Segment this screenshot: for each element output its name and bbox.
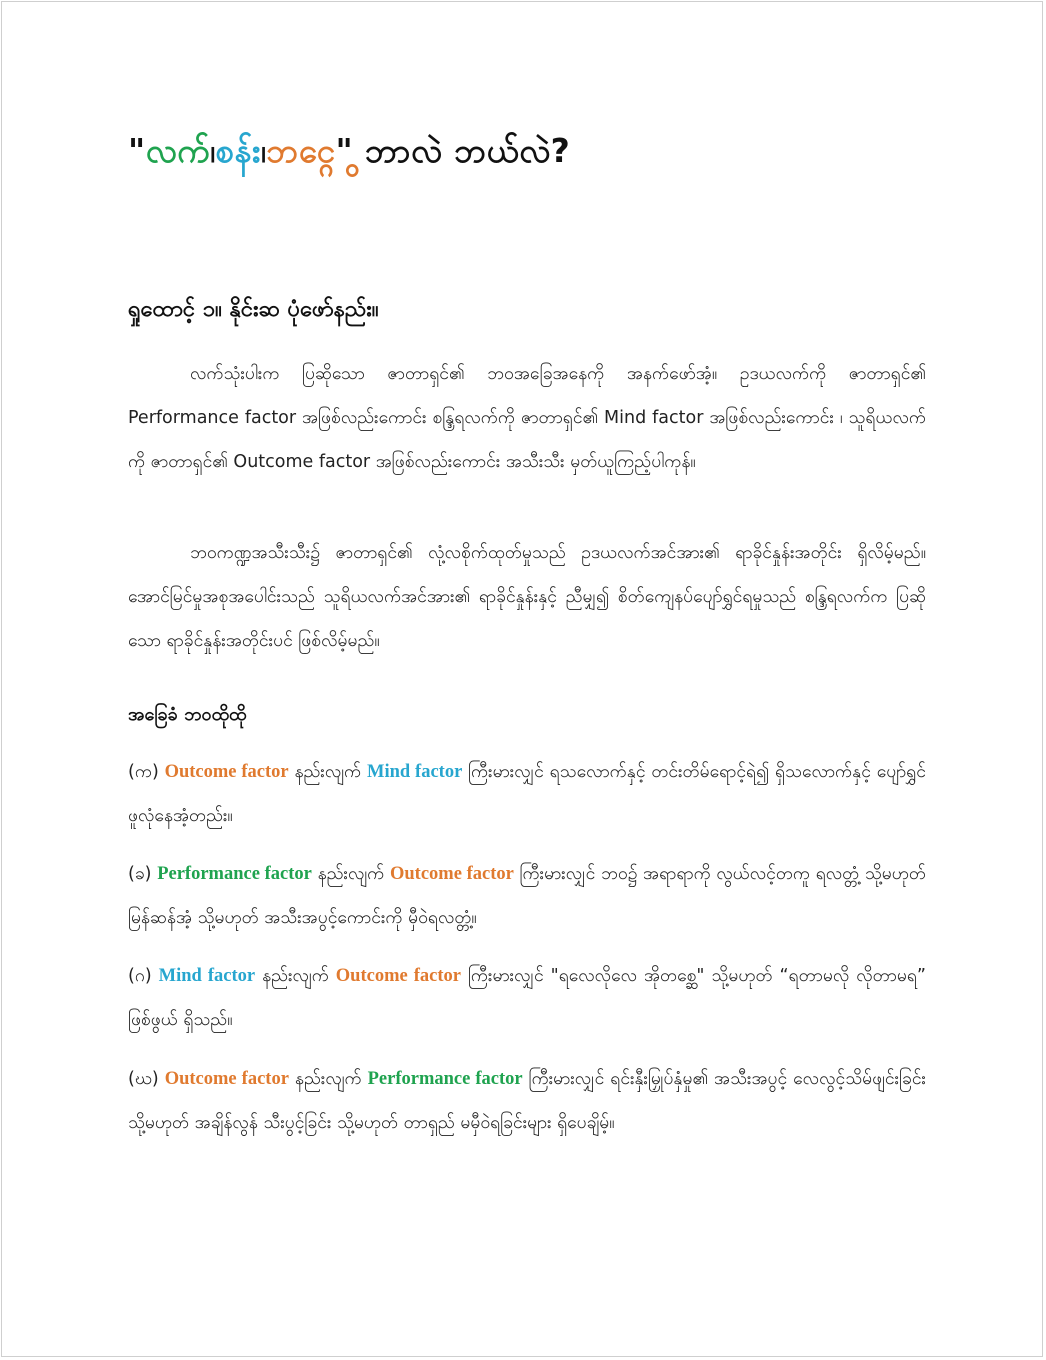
section-heading: ရှုထောင့် ၁။ နိုင်းဆ ပုံဖော်နည်း။ [128,297,379,322]
title-separator: ၊ [209,131,216,170]
item-prefix: (က) [128,762,159,782]
item-connector: နည်းလျက် [294,762,362,782]
title-word-let: လက် [145,131,210,170]
factor-label: Performance factor [367,1069,523,1089]
paragraph-1-text: လက်သုံးပါးက ပြဆိုသော ဇာတာရှင်၏ ဘဝအခြေအနေကို အနက်ဖော်အံ့။ ဥဒယလက်ကို ဇာတာရှင်၏ Performance factor အဖြစ်လည်းကောင်း စန္ဒြရလက်ကို ဇာတာရှင်၏ Mind factor အဖြစ်လည်းကောင်း ၊ သူရိယလက်ကို ဇာတာရှင်၏ Outcome factor အဖြစ်လည်းကောင်း အသီးသီး မှတ်ယူကြည့်ပါကုန်။ [128,364,926,472]
factor-label: Outcome factor [389,864,514,884]
item-prefix: (ဂ) [128,966,152,986]
factor-label: Performance factor [157,864,312,884]
factor-label: Outcome factor [164,762,289,782]
title-separator: ၊ [260,131,267,170]
item-connector: နည်းလျက် [294,1069,362,1089]
paragraph-2-text: ဘဝကဏ္ဍအသီးသီး၌ ဇာတာရှင်၏ လုံ့လစိုက်ထုတ်မှုသည် ဥဒယလက်အင်အား၏ ရာခိုင်နှုန်းအတိုင်း ရှိလိမ့်မည်။ အောင်မြင်မှုအစုအပေါင်းသည် သူရိယလက်အင်အား၏ ရာခိုင်နှုန်းနှင့် ညီမျှ၍ စိတ်ကျေနပ်ပျော်ရွှင်ရမှုသည် စန္ဒြရလက်က ပြဆိုသော ရာခိုင်နှုန်းအတိုင်းပင် ဖြစ်လိမ့်မည်။ [128,543,926,651]
item-text: ကြီးမားလျှင် ရသလောက်နှင့် တင်းတိမ်ရောင့်ရဲ၍ ရှိသလောက်နှင့် ပျော်ရွှင်ဖူလုံနေအံ့တည်း။ [128,762,926,826]
factor-label: Outcome factor [164,1069,289,1089]
subheading: အခြေခံ ဘဝထိုထို [128,704,247,725]
factor-label: Mind factor [366,762,463,782]
item-connector: နည်းလျက် [262,966,329,986]
page-title [128,130,570,179]
factor-label: Mind factor [158,966,256,986]
list-item-ka [128,750,926,838]
title-quote-open: " [128,131,146,170]
item-text: ကြီးမားလျှင် ရင်းနှီးမြှုပ်နှံမှု၏ အသီးအပွင့် လေလွင့်သိမ်ဖျင်းခြင်း သို့မဟုတ် အချိန်လွန် သီးပွင့်ခြင်း သို့မဟုတ် တာရှည် မမှီဝဲရခြင်းများ ရှိပေချိမ့်။ [128,1069,926,1133]
paragraph-1 [128,352,926,484]
list-item-kha [128,852,926,940]
item-prefix: (ခ) [128,864,152,884]
list-item-ga [128,954,926,1042]
factor-label: Outcome factor [335,966,461,986]
item-text: ကြီးမားလျှင် "ရလေလိုလေ အိုတစ္ဆေ" သို့မဟုတ် “ရတာမလို လိုတာမရ” ဖြစ်ဖွယ် ရှိသည်။ [128,966,926,1030]
document-page [1,1,1043,1357]
title-word-san: စန်း [215,131,261,170]
item-prefix: (ဃ) [128,1069,159,1089]
list-item-gha [128,1057,926,1145]
paragraph-2 [128,531,926,663]
title-rest: " ဘာလဲ ဘယ်လဲ? [335,131,571,170]
title-word-bingwe: ဘင္ဂွေ [266,131,336,170]
item-connector: နည်းလျက် [317,864,385,884]
item-text: ကြီးမားလျှင် ဘဝ၌ အရာရာကို လွယ်လင့်တကူ ရလတ္တံ့ သို့မဟုတ် မြန်ဆန်အံ့ သို့မဟုတ် အသီးအပွင့်ကောင်းကို မှီဝဲရလတ္တံ့။ [128,864,926,928]
